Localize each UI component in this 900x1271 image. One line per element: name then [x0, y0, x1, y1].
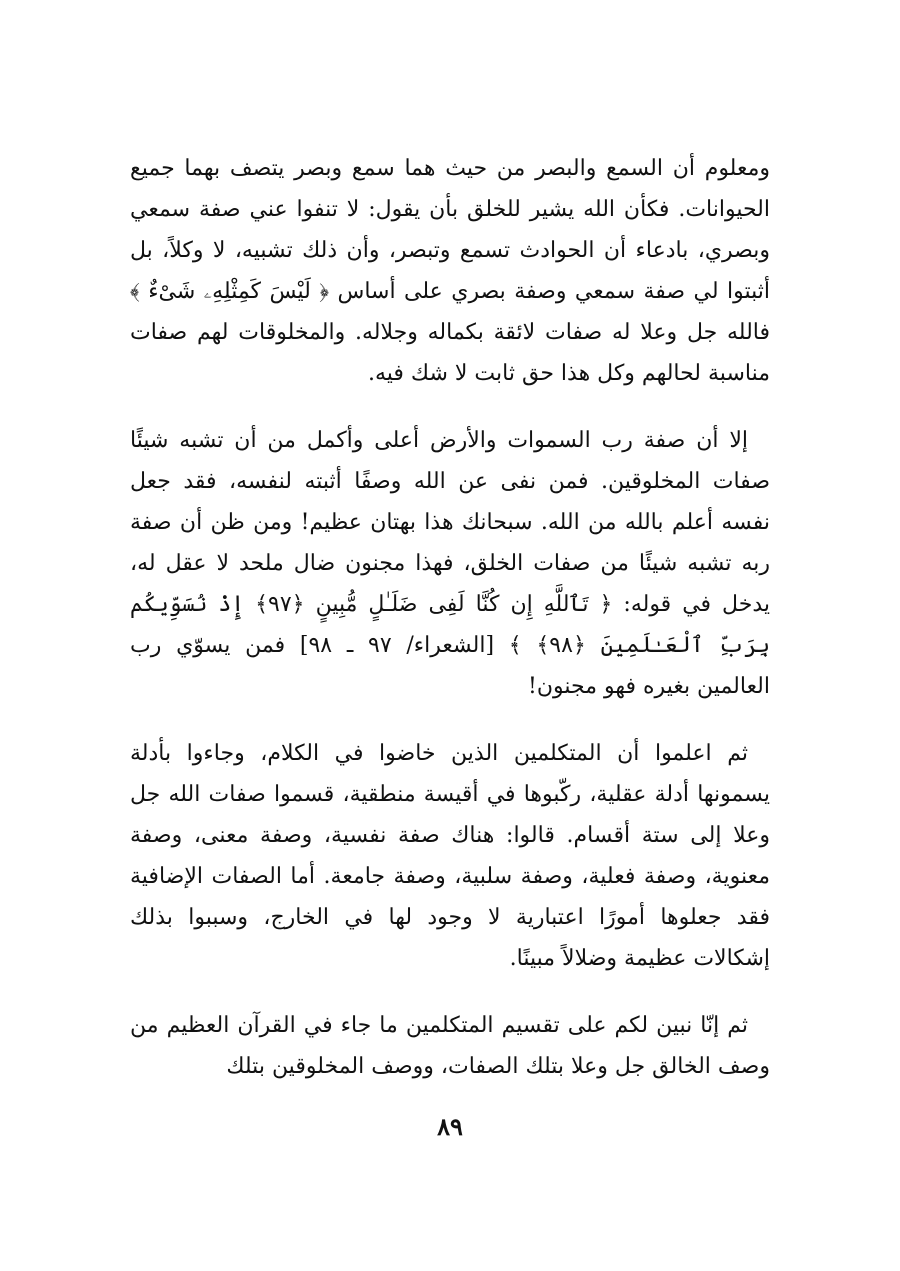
page-number: ٨٩	[437, 1112, 463, 1141]
paragraph-2: إلا أن صفة رب السموات والأرض أعلى وأكمل من أن تشبه شيئًا صفات المخلوقين. فمن نفى عن الله وصفًا أثبته لنفسه، فقد جعل نفسه أعلم بالله من الله. سبحانك هذا بهتان عظيم! ومن ظن أن صفة ربه تشبه شيئًا من صفات الخلق، فهذا مجنون ضال ملحد لا عقل له، يدخل في قوله: ﴿ تَٱللَّهِ إِن كُنَّا لَفِى ضَلَـٰلٍ مُّبِينٍ ﴿٩٧﴾ إِذْ نُسَوِّيكُم بِرَبِّ ٱلْعَـٰلَمِينَ ﴿٩٨﴾ ﴾ [الشعراء/ ٩٧ ـ ٩٨] فمن يسوّي رب العالمين بغيره فهو مجنون!	[130, 428, 770, 699]
paragraph-1: ومعلوم أن السمع والبصر من حيث هما سمع وبصر يتصف بهما جميع الحيوانات. فكأن الله يشير للخلق بأن يقول: لا تنفوا عني صفة سمعي وبصري، بادعاء أن الحوادث تسمع وتبصر، وأن ذلك تشبيه، لا وكلاً، بل أثبتوا لي صفة سمعي وصفة بصري على أساس ﴿ لَيْسَ كَمِثْلِهِۦ شَىْءٌ ﴾ فالله جل وعلا له صفات لائقة بكماله وجلاله. والمخلوقات لهم صفات مناسبة لحالهم وكل هذا حق ثابت لا شك فيه.	[130, 156, 770, 386]
page-body	[130, 148, 770, 1113]
paragraph-4: ثم إنّا نبين لكم على تقسيم المتكلمين ما جاء في القرآن العظيم من وصف الخالق جل وعلا بتلك الصفات، ووصف المخلوقين بتلك	[130, 1013, 770, 1079]
paragraph-3: ثم اعلموا أن المتكلمين الذين خاضوا في الكلام، وجاءوا بأدلة يسمونها أدلة عقلية، ركّبوها في أقيسة منطقية، قسموا صفات الله جل وعلا إلى ستة أقسام. قالوا: هناك صفة نفسية، وصفة معنى، وصفة معنوية، وصفة فعلية، وصفة سلبية، وصفة جامعة. أما الصفات الإضافية فقد جعلوها أمورًا اعتبارية لا وجود لها في الخارج، وسببوا بذلك إشكالات عظيمة وضلالاً مبينًا.	[130, 741, 770, 971]
